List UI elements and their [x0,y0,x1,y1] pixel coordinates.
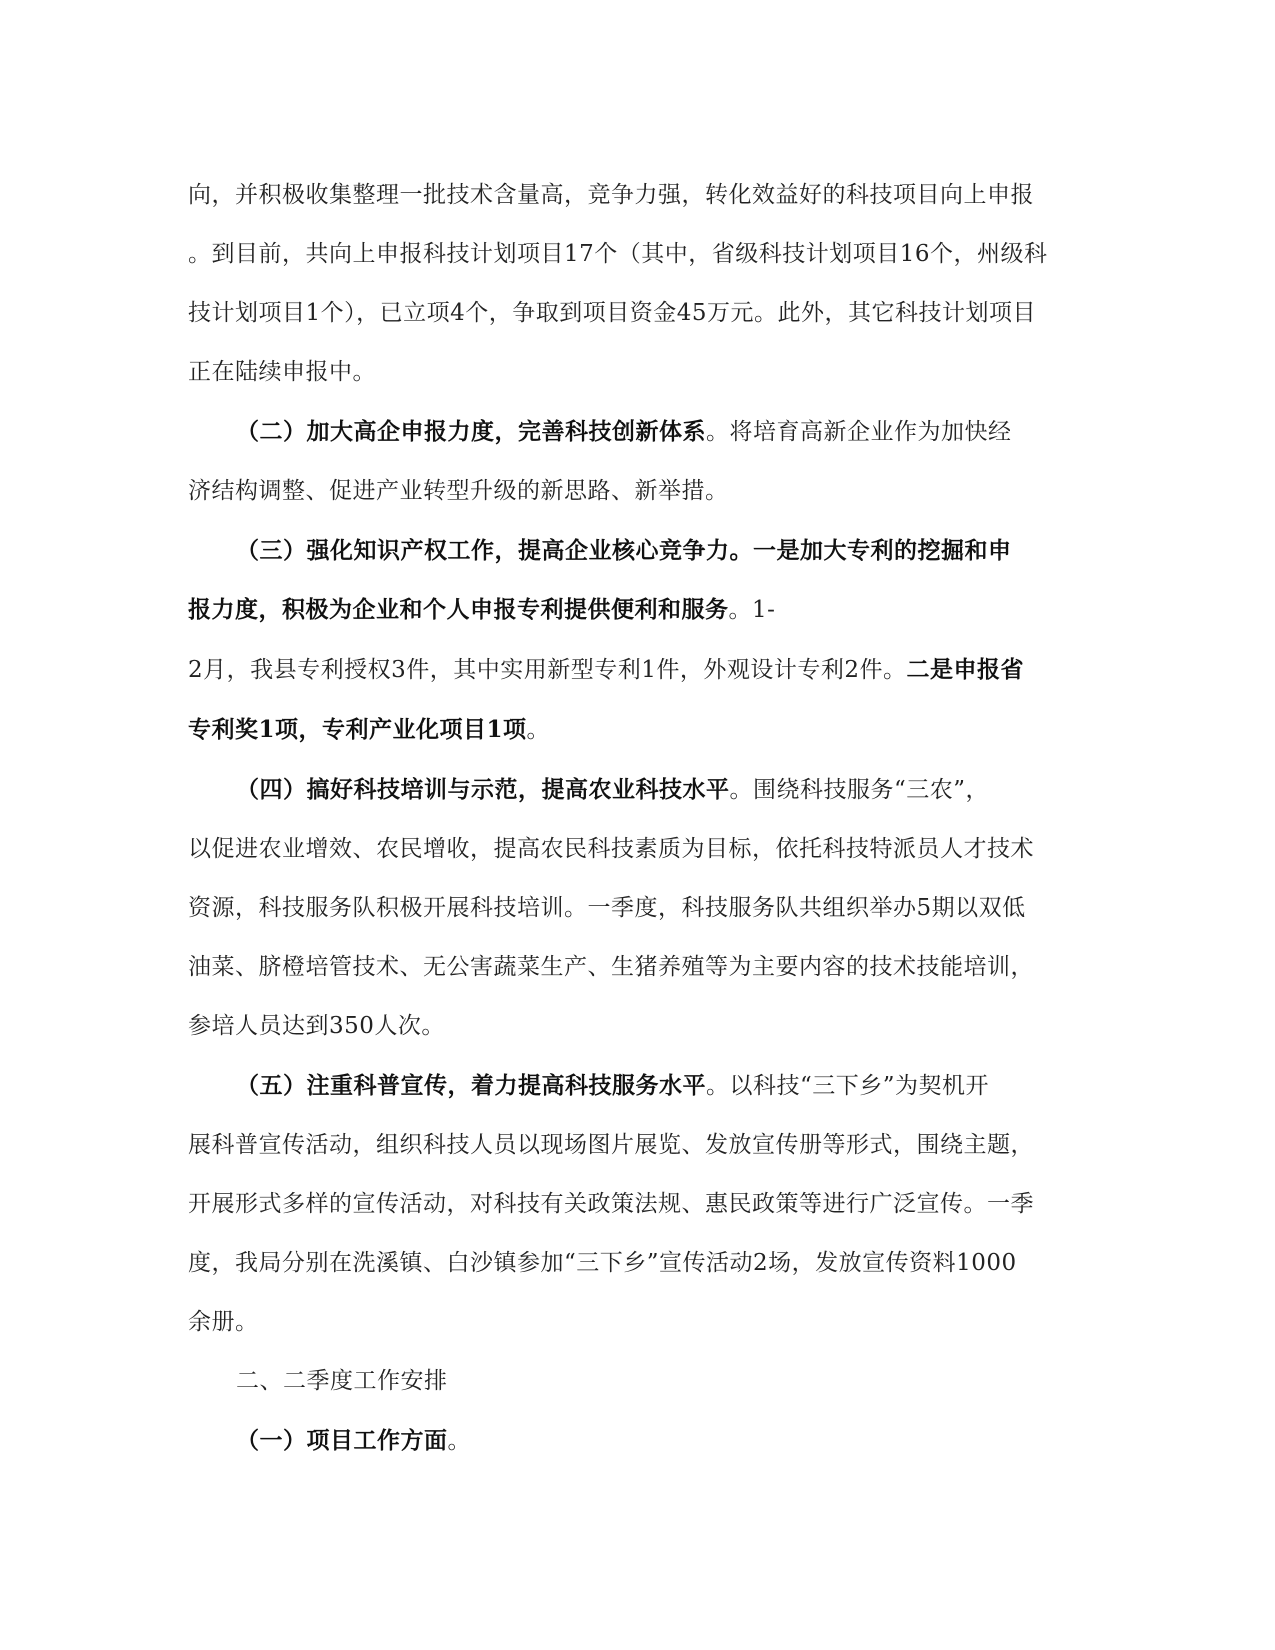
paragraph-training-demonstration [188,760,1093,1056]
text-line: 开展形式多样的宣传活动，对科技有关政策法规、惠民政策等进行广泛宣传。一季 [188,1191,1034,1217]
text-run: 。1- [728,597,776,623]
text-run: 。围绕科技服务“三农”， [729,777,990,803]
text-line [188,402,1093,462]
paragraph-project-reporting [188,166,1093,402]
text-line: 展科普宣传活动，组织科技人员以现场图片展览、发放宣传册等形式，围绕主题， [188,1132,1034,1158]
text-run: 。以科技“三下乡”为契机开 [706,1073,990,1099]
text-line: 以促进农业增效、农民增收，提高农民科技素质为目标，依托科技特派员人才技术 [188,836,1034,862]
text-run-bold: 报力度，积极为企业和个人申报专利提供便利和服务 [188,596,729,623]
text-line: 余册。 [188,1309,259,1335]
section-heading-5: （五）注重科普宣传，着力提高科技服务水平 [236,1072,706,1099]
section-heading-4: （四）搞好科技培训与示范，提高农业科技水平 [236,776,730,803]
text-line [188,640,1093,700]
text-run: 。将培育高新企业作为加快经 [706,419,1012,445]
text-line: 油菜、脐橙培管技术、无公害蔬菜生产、生猪养殖等为主要内容的技术技能培训， [188,954,1034,980]
text-line: 正在陆续申报中。 [188,359,376,385]
text-line [188,760,1093,820]
text-line: 济结构调整、促进产业转型升级的新思路、新举措。 [188,478,729,504]
section-heading-2: （二）加大高企申报力度，完善科技创新体系 [236,418,706,445]
paragraph-intellectual-property [188,521,1093,760]
text-run-bold: 二是申报省 [906,656,1025,683]
paragraph-project-work [188,1411,1093,1471]
text-line: 资源，科技服务队积极开展科技培训。一季度，科技服务队共组织举办5期以双低 [188,895,1026,921]
section-heading-6: （一）项目工作方面 [236,1427,448,1454]
text-run: 2月，我县专利授权3件，其中实用新型专利1件，外观设计专利2件。 [188,657,907,683]
text-line: 技计划项目1个），已立项4个，争取到项目资金45万元。此外，其它科技计划项目 [188,300,1037,326]
section-heading-3: （三）强化知识产权工作，提高企业核心竞争力。一是加大专利的挖掘和申 [236,537,1012,564]
text-line: 二、二季度工作安排 [236,1368,448,1394]
text-line [188,1056,1093,1116]
text-run-bold: 专利奖1项，专利产业化项目1项 [188,716,527,743]
text-line: 。到目前，共向上申报科技计划项目17个（其中，省级科技计划项目16个，州级科 [188,241,1048,267]
text-line [188,700,1093,760]
text-line [188,1411,1093,1471]
paragraph-science-publicity [188,1056,1093,1352]
section-heading-q2-plan [188,1352,1093,1411]
text-line: 向，并积极收集整理一批技术含量高，竞争力强，转化效益好的科技项目向上申报 [188,182,1034,208]
text-line [188,580,1093,640]
paragraph-high-tech-enterprise [188,402,1093,521]
text-line: 度，我局分别在洗溪镇、白沙镇参加“三下乡”宣传活动2场，发放宣传资料1000 [188,1250,1017,1276]
text-run: 。 [526,717,551,743]
text-run: 。 [447,1428,471,1454]
document-body [188,166,1093,1471]
text-line: 参培人员达到350人次。 [188,1013,445,1039]
